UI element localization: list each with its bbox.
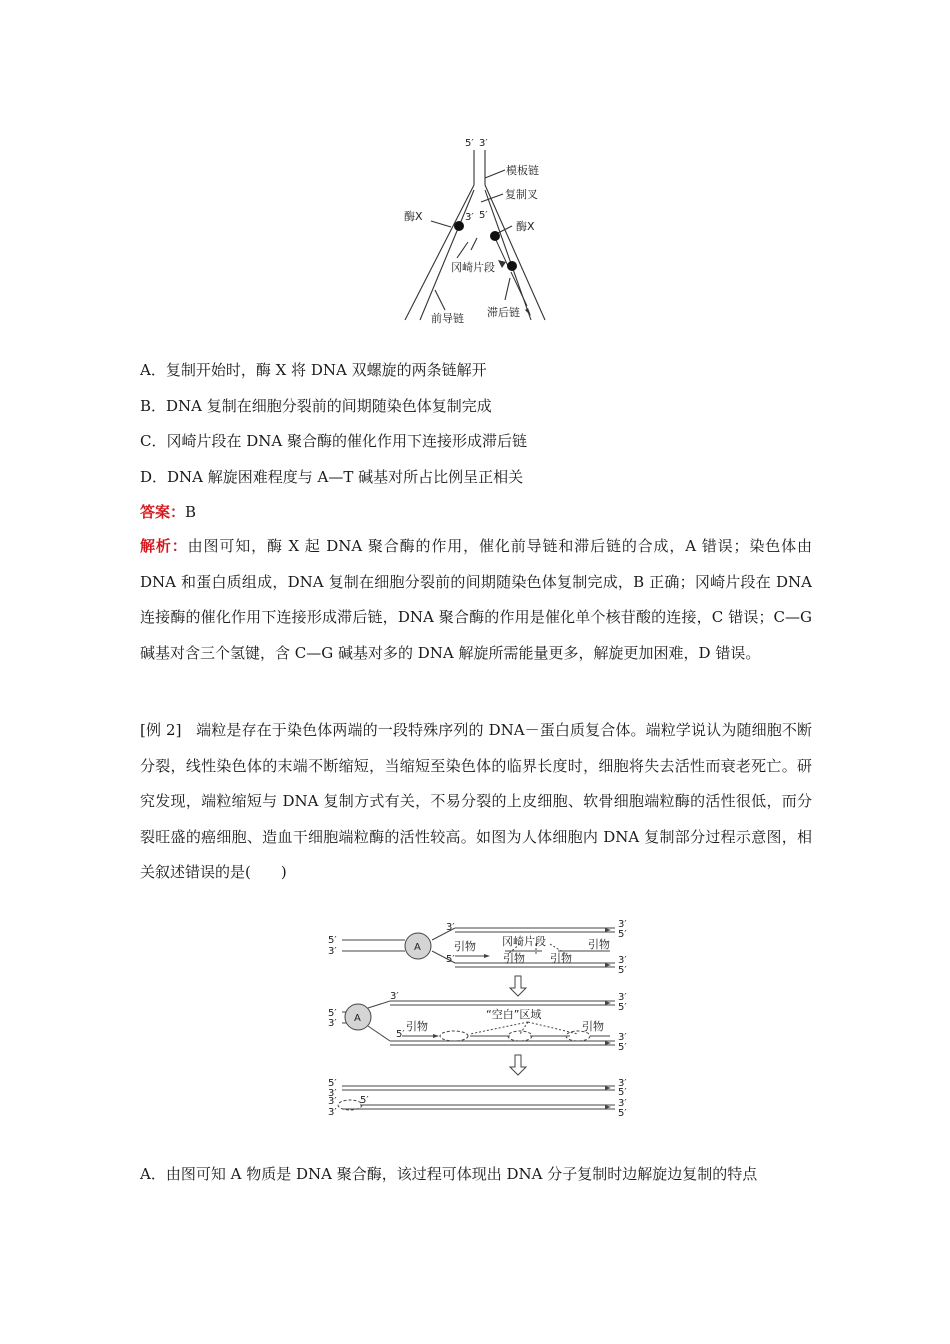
q2-option-a: A．由图可知 A 物质是 DNA 聚合酶，该过程可体现出 DNA 分子复制时边解旋边复制的特点 xyxy=(140,1165,758,1183)
s2-left-5: 5′ xyxy=(328,1008,337,1019)
lagging-strand-label: 滞后链 xyxy=(487,306,520,319)
s2-left-3: 3′ xyxy=(328,1018,337,1029)
enzyme-x-lower-dot xyxy=(507,261,517,271)
enzyme-x-left-label: 酶X xyxy=(404,210,423,223)
primer-label-3: 引物 xyxy=(550,952,572,965)
s1-right-3a: 3′ xyxy=(618,919,627,930)
s3-right-5b: 5′ xyxy=(618,1108,627,1119)
inner-5prime: 5′ xyxy=(479,210,488,221)
s2-right-5b: 5′ xyxy=(618,1042,627,1053)
blank-region-label: “空白”区域 xyxy=(486,1008,542,1021)
s2-right-5a: 5′ xyxy=(618,1002,627,1013)
s2-right-3b: 3′ xyxy=(618,1032,627,1043)
q2-label: [例 2] xyxy=(140,721,182,739)
answer-value: B xyxy=(185,503,197,521)
s3-left-3c: 3′ xyxy=(328,1107,337,1118)
s3-left-5: 5′ xyxy=(328,1078,337,1089)
s1-left-3: 3′ xyxy=(328,946,337,957)
s2-inner-5: 5′ xyxy=(396,1029,405,1040)
enzyme-x-left-dot xyxy=(454,221,464,231)
primer-label-5: 引物 xyxy=(406,1020,428,1033)
dna-replication-process-figure xyxy=(320,918,630,1123)
enzyme-x-right-dot xyxy=(490,231,500,241)
s3-right-3a: 3′ xyxy=(618,1078,627,1089)
answer-label: 答案： xyxy=(140,503,186,521)
fig1-3prime: 3′ xyxy=(479,138,488,149)
enzyme-a-label-2: A xyxy=(354,1013,361,1024)
s1-right-3b: 3′ xyxy=(618,955,627,966)
q1-option-c: C．冈崎片段在 DNA 聚合酶的催化作用下连接形成滞后链 xyxy=(140,432,527,450)
analysis-label: 解析： xyxy=(140,537,188,555)
s3-left-3b: 3′ xyxy=(328,1096,337,1107)
replication-fork-label: 复制叉 xyxy=(505,188,538,201)
okazaki-label: 冈崎片段 xyxy=(451,261,495,274)
enzyme-x-right-label: 酶X xyxy=(516,220,535,233)
inner-3prime: 3′ xyxy=(465,212,474,223)
template-strand-label: 模板链 xyxy=(506,164,539,177)
primer-label-1: 引物 xyxy=(454,940,476,953)
replication-fork-figure xyxy=(395,130,565,330)
s3-inner-5: 5′ xyxy=(360,1095,369,1106)
enzyme-a-label-1: A xyxy=(414,942,421,953)
q1-answer xyxy=(140,502,812,522)
okazaki-fragment-label: 冈崎片段 xyxy=(502,935,546,948)
s1-right-5b: 5′ xyxy=(618,965,627,976)
q2-stem xyxy=(140,713,812,891)
q1-analysis xyxy=(140,529,812,671)
s1-right-5a: 5′ xyxy=(618,929,627,940)
primer-label-2: 引物 xyxy=(503,952,525,965)
s2-right-3a: 3′ xyxy=(618,992,627,1003)
s3-right-5a: 5′ xyxy=(618,1087,627,1098)
primer-label-4: 引物 xyxy=(588,938,610,951)
s1-top-3: 3′ xyxy=(446,922,455,933)
analysis-text: 由图可知，酶 X 起 DNA 聚合酶的作用，催化前导链和滞后链的合成，A 错误；染色体由 DNA 和蛋白质组成，DNA 复制在细胞分裂前的间期随染色体复制完成，B 正确；冈崎片段在 DNA 连接酶的催化作用下连接形成滞后链，DNA 聚合酶的作用是催化单个核苷酸的连接，C 错误；C—G 碱基对含三个氢键，含 C—G 碱基对多的 DNA 解旋所需能量更多，解旋更加困难，D 错误。 xyxy=(140,537,812,662)
q2-stem-text: 端粒是存在于染色体两端的一段特殊序列的 DNA－蛋白质复合体。端粒学说认为随细胞不断分裂，线性染色体的末端不断缩短，当缩短至染色体的临界长度时，细胞将失去活性而衰老死亡。研究发现，端粒缩短与 DNA 复制方式有关，不易分裂的上皮细胞、软骨细胞端粒酶的活性很低，而分裂旺盛的癌细胞、造血干细胞端粒酶的活性较高。如图为人体细胞内 DNA 复制部分过程示意图，相关叙述错误的是( ) xyxy=(140,721,812,881)
fig1-5prime: 5′ xyxy=(465,138,474,149)
q1-option-a: A．复制开始时，酶 X 将 DNA 双螺旋的两条链解开 xyxy=(140,361,487,379)
s1-left-5: 5′ xyxy=(328,935,337,946)
primer-label-6: 引物 xyxy=(582,1020,604,1033)
q1-option-d: D．DNA 解旋困难程度与 A—T 碱基对所占比例呈正相关 xyxy=(140,468,524,486)
s1-bottom-5: 5′ xyxy=(446,954,455,965)
leading-strand-label: 前导链 xyxy=(431,312,464,325)
q1-option-b: B．DNA 复制在细胞分裂前的间期随染色体复制完成 xyxy=(140,397,492,415)
s2-top-3: 3′ xyxy=(390,991,399,1002)
s3-right-3b: 3′ xyxy=(618,1098,627,1109)
s3-left-3a: 3′ xyxy=(328,1088,337,1099)
